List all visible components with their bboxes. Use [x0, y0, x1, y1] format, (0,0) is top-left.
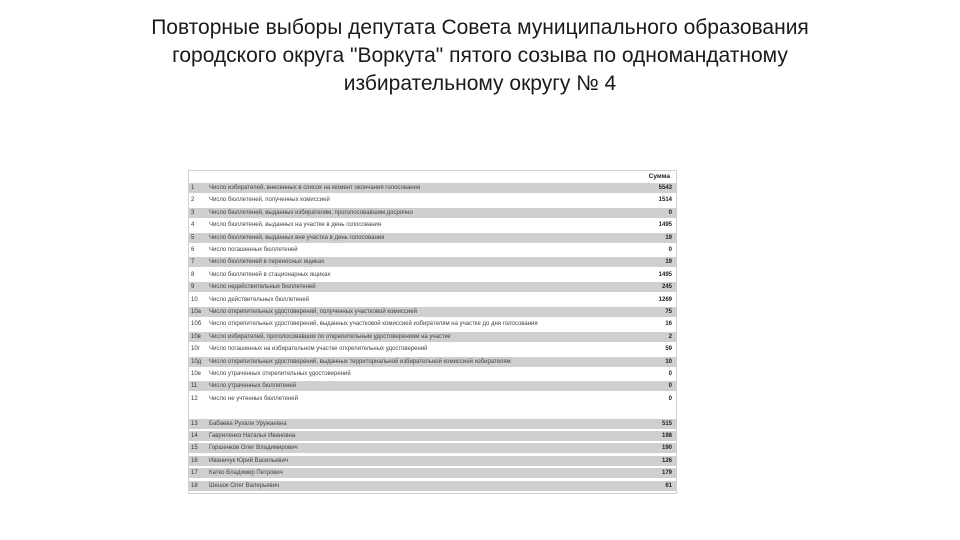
row-value: 19	[665, 234, 672, 241]
table-row	[189, 307, 676, 317]
row-number: 1	[191, 185, 195, 191]
row-label: Шешок Олег Валерьевич	[209, 482, 280, 489]
row-label: Число бюллетеней, полученных комиссией	[209, 197, 330, 204]
row-value: 179	[661, 470, 672, 477]
row-number: 12	[191, 395, 198, 402]
page-title	[60, 14, 900, 98]
row-label: Число недействительных бюллетеней	[209, 284, 316, 291]
results-table	[188, 170, 677, 494]
row-number: 8	[191, 271, 195, 278]
row-label: Число бюллетеней, выданных на участке в день голосования	[209, 222, 382, 229]
row-label: Бабаева Рухали Уружаевна	[209, 420, 287, 427]
table-row	[189, 394, 676, 404]
row-number: 10е	[191, 371, 202, 377]
row-number: 10д	[191, 358, 202, 365]
row-number: 10а	[191, 309, 202, 315]
sum-column-header: Сумма	[648, 173, 670, 180]
table-row	[189, 406, 676, 416]
row-number: 6	[191, 247, 195, 253]
row-value: 2	[668, 333, 672, 340]
row-number: 16	[191, 457, 198, 464]
table-row	[189, 369, 676, 379]
row-value: 75	[665, 309, 672, 315]
table-row	[189, 456, 676, 466]
table-row	[189, 208, 676, 218]
row-label: Число погашенных на избирательном участке открепительных удостоверений	[209, 346, 428, 353]
row-label: Число открепительных удостоверений, выданных территориальной избирательной комиссией избирателям	[209, 358, 511, 365]
row-value: 0	[668, 247, 672, 253]
row-label: Иваничук Юрий Васильевич	[209, 457, 288, 464]
table-row	[189, 295, 676, 305]
row-value: 0	[668, 209, 672, 216]
row-label: Число бюллетеней, выданных вне участка в день голосования	[209, 234, 385, 241]
table-row	[189, 270, 676, 280]
row-value: 1269	[658, 296, 672, 303]
row-value: 198	[661, 433, 672, 439]
row-value: 0	[668, 371, 672, 377]
row-label: Горшенков Олег Владимирович	[209, 445, 298, 452]
row-number: 10г	[191, 346, 200, 353]
row-label: Число погашенных бюллетеней	[209, 247, 298, 253]
table-row	[189, 220, 676, 230]
row-number: 18	[191, 482, 198, 489]
table-header	[189, 171, 676, 183]
row-label: Число не учтенных бюллетеней	[209, 395, 298, 402]
row-number: 10в	[191, 333, 201, 340]
table-row	[189, 419, 676, 429]
row-value: 1495	[658, 222, 672, 229]
table-row	[189, 233, 676, 243]
row-value: 10	[665, 358, 672, 365]
row-label: Число бюллетеней в переносных ящиках	[209, 259, 325, 266]
row-value: 0	[668, 383, 672, 390]
row-number: 7	[191, 259, 195, 266]
row-number: 9	[191, 284, 195, 291]
row-number: 10б	[191, 321, 202, 328]
table-row	[189, 468, 676, 478]
row-value: 5543	[658, 185, 672, 191]
row-label: Число открепительных удостоверений, полученных участковой комиссией	[209, 309, 417, 315]
row-number: 5	[191, 234, 195, 241]
row-number: 14	[191, 433, 198, 439]
table-row	[189, 183, 676, 193]
table-row	[189, 357, 676, 367]
row-value: 0	[668, 395, 672, 402]
row-value: 515	[661, 420, 672, 427]
row-label: Число утраченных открепительных удостоверений	[209, 371, 351, 377]
row-label: Гавриленко Наталья Ивановна	[209, 433, 296, 439]
row-value: 16	[665, 321, 672, 328]
row-number: 4	[191, 222, 195, 229]
table-row	[189, 344, 676, 354]
row-number: 15	[191, 445, 198, 452]
table-row	[189, 381, 676, 391]
row-label: Число утраченных бюллетеней	[209, 383, 297, 390]
table-row	[189, 443, 676, 453]
row-number: 10	[191, 296, 198, 303]
row-value: 245	[661, 284, 672, 291]
table-row	[189, 431, 676, 441]
table-row	[189, 195, 676, 205]
table-row	[189, 319, 676, 329]
row-label: Катко Владимир Петрович	[209, 470, 283, 477]
row-label: Число избирателей, проголосовавших по открепительным удостоверениям на участке	[209, 333, 451, 340]
row-value: 1495	[658, 271, 672, 278]
row-value: 1514	[658, 197, 672, 204]
table-row	[189, 481, 676, 491]
row-label: Число действительных бюллетеней	[209, 296, 310, 303]
table-row	[189, 257, 676, 267]
table-row	[189, 332, 676, 342]
row-value: 61	[665, 482, 672, 489]
row-number: 17	[191, 470, 198, 477]
row-number: 2	[191, 197, 195, 204]
row-value: 190	[661, 445, 672, 452]
title-line-1: Повторные выборы депутата Совета муниципального образования	[151, 16, 809, 39]
table-row	[189, 282, 676, 292]
title-line-3: избирательному округу № 4	[343, 72, 617, 95]
row-label: Число открепительных удостоверений, выданных участковой комиссией избирателям на участке до дня голосования	[209, 321, 538, 328]
table-row	[189, 245, 676, 255]
row-label: Число бюллетеней в стационарных ящиках	[209, 271, 331, 278]
row-number: 13	[191, 420, 198, 427]
row-label: Число избирателей, внесенных в список на момент окончания голосования	[209, 185, 421, 191]
row-value: 59	[665, 346, 672, 353]
row-value: 126	[661, 457, 672, 464]
title-line-2: городского округа "Воркута" пятого созыва по одномандатному	[172, 44, 788, 67]
row-number: 11	[191, 383, 198, 390]
row-number: 3	[191, 209, 195, 216]
row-label: Число бюллетеней, выданных избирателям, проголосовавшим досрочно	[209, 209, 413, 216]
row-value: 19	[665, 259, 672, 266]
